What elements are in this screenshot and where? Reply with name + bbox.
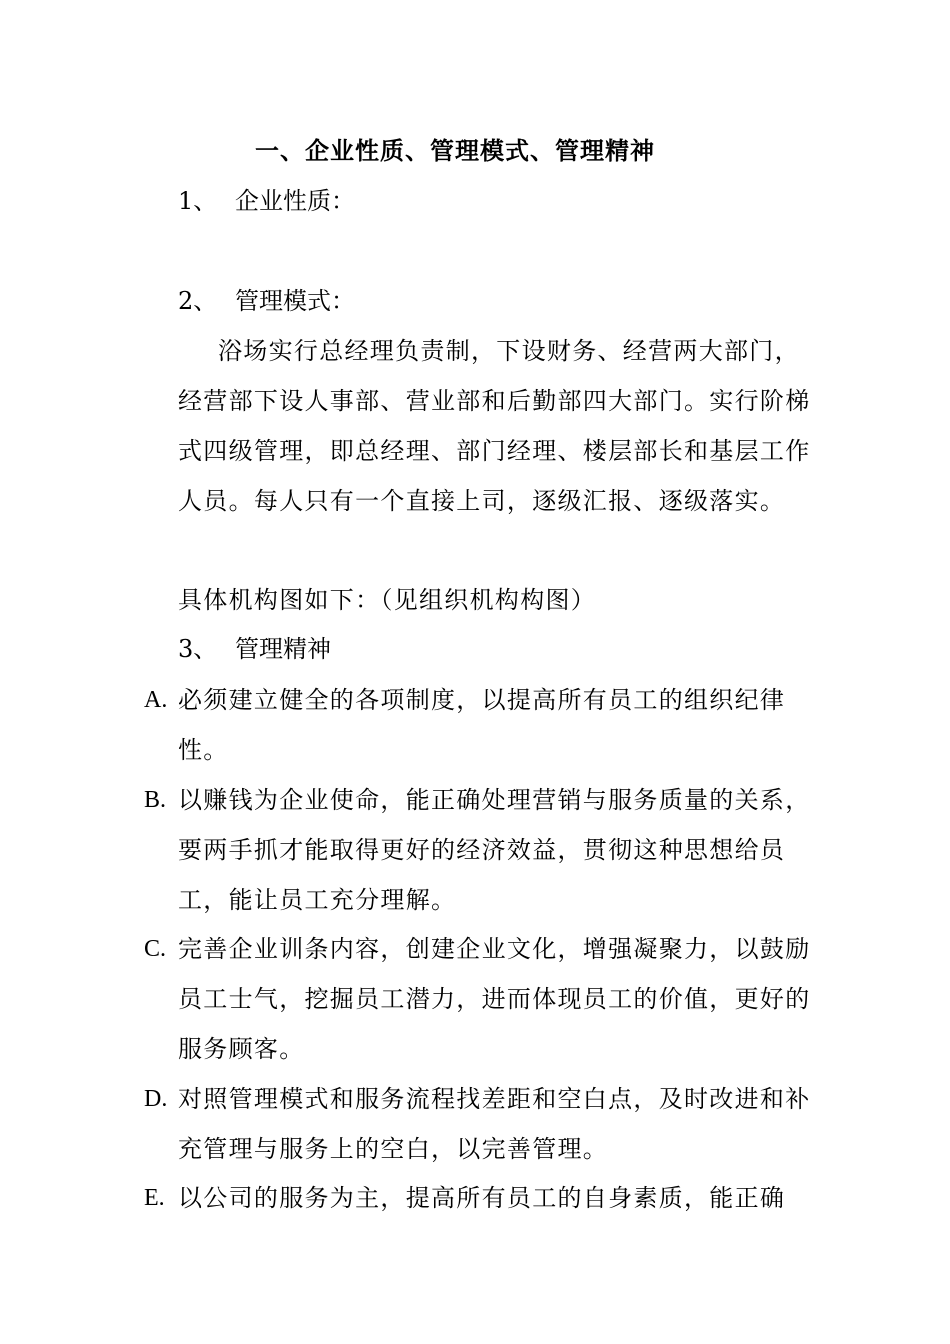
list-item-text: 必须建立健全的各项制度，以提高所有员工的组织纪律性。 <box>178 686 786 764</box>
list-item-text: 以公司的服务为主，提高所有员工的自身素质，能正确 <box>178 1184 786 1212</box>
list-item-text: 对照管理模式和服务流程找差距和空白点，及时改进和补充管理与服务上的空白，以完善管理。 <box>178 1085 811 1163</box>
list-marker: B. <box>144 787 167 813</box>
list-item-text: 以赚钱为企业使命，能正确处理营销与服务质量的关系，要两手抓才能取得更好的经济效益，贯彻这种思想给员工，能让员工充分理解。 <box>178 786 811 914</box>
section-number-2: 2、 <box>178 287 218 315</box>
org-chart-note: 具体机构图如下：（见组织机构构图） <box>178 586 597 614</box>
section-title-1: 企业性质： <box>235 187 355 215</box>
page-title: 一、企业性质、管理模式、管理精神 <box>255 136 655 165</box>
list-item-text: 完善企业训条内容，创建企业文化，增强凝聚力，以鼓励员工士气，挖掘员工潜力，进而体现员工的价值，更好的服务顾客。 <box>178 935 811 1063</box>
section-title-2: 管理模式： <box>235 287 355 315</box>
management-paragraph: 浴场实行总经理负责制，下设财务、经营两大部门，经营部下设人事部、营业部和后勤部四大部门。实行阶梯式四级管理，即总经理、部门经理、楼层部长和基层工作人员。每人只有一个直接上司，逐级汇报、逐级落实。 <box>178 337 811 515</box>
section-number-1: 1、 <box>178 187 218 215</box>
section-number-3: 3、 <box>178 635 218 663</box>
list-marker: A. <box>144 687 168 713</box>
section-title-3: 管理精神 <box>235 635 331 663</box>
list-marker: D. <box>144 1086 168 1112</box>
list-marker: E. <box>144 1185 165 1211</box>
list-marker: C. <box>144 936 167 962</box>
